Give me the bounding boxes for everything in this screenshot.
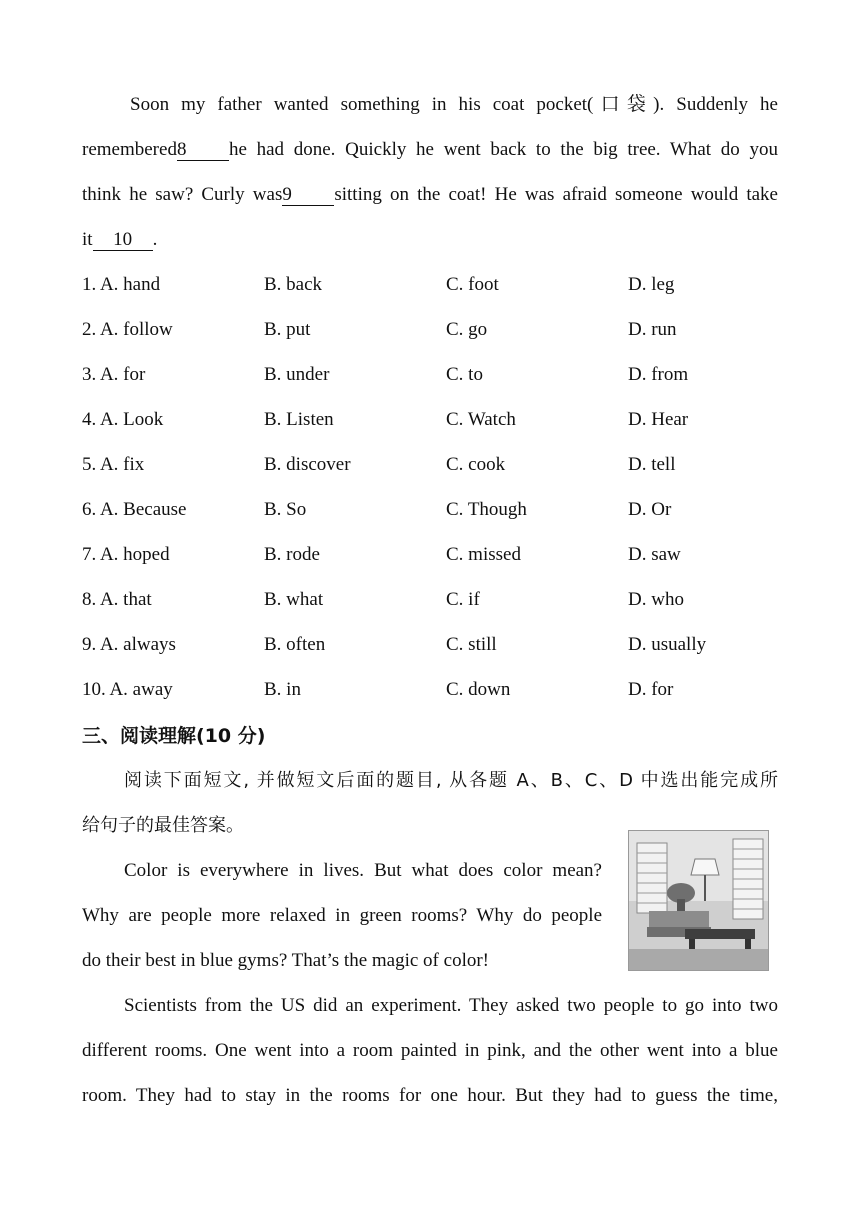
instruction-text: 给句子的最佳答案。 [82,815,244,836]
option-b[interactable]: B. Listen [264,409,334,430]
reading-text: Color is everywhere in lives. But what does color mean? [124,860,602,881]
passage-text: he had done. Quickly he went back to the big tree. What do you [228,139,778,160]
option-a[interactable]: 6. A. Because [82,499,187,520]
option-b[interactable]: B. what [264,589,324,610]
blank-number: 9 [282,184,292,205]
reading-text: room. They had to stay in the rooms for one hour. But they had to guess the time, [82,1085,778,1106]
passage-line-1 [130,93,778,117]
option-b[interactable]: B. under [264,364,330,385]
option-row-1 [82,273,782,297]
option-d[interactable]: D. leg [628,274,675,295]
blank-number: 8 [176,139,187,160]
option-d[interactable]: D. Or [628,499,672,520]
option-c[interactable]: C. to [446,364,483,385]
option-a[interactable]: 3. A. for [82,364,146,385]
option-b[interactable]: B. rode [264,544,320,565]
passage-text: Soon my father wanted something in his coat pocket(口袋). Suddenly he [130,94,778,115]
instruction-line-1 [124,769,778,793]
option-row-4 [82,408,782,432]
option-b[interactable]: B. So [264,499,307,520]
room-photo [628,830,769,971]
option-d[interactable]: D. from [628,364,689,385]
passage-text: think he saw? Curly was [82,184,283,205]
option-row-7 [82,543,782,567]
option-row-9 [82,633,782,657]
option-row-2 [82,318,782,342]
option-c[interactable]: C. still [446,634,497,655]
option-a[interactable]: 8. A. that [82,589,152,610]
blank-number: 10 [113,229,133,250]
reading-line-2 [82,904,602,928]
option-d[interactable]: D. for [628,679,674,700]
reading-text: Scientists from the US did an experiment. They asked two people to go into two [124,995,778,1016]
option-a[interactable]: 4. A. Look [82,409,164,430]
passage-text: sitting on the coat! He was afraid someone would take [334,184,778,205]
option-b[interactable]: B. put [264,319,311,340]
passage-line-3 [82,183,778,207]
option-d[interactable]: D. tell [628,454,676,475]
blank-8[interactable] [177,140,229,161]
reading-text: Why are people more relaxed in green rooms? Why do people [82,905,602,926]
option-c[interactable]: C. if [446,589,480,610]
passage-line-4 [82,228,778,252]
option-a[interactable]: 7. A. hoped [82,544,170,565]
option-c[interactable]: C. foot [446,274,499,295]
option-c[interactable]: C. down [446,679,511,700]
reading-line-4 [124,994,778,1018]
option-d[interactable]: D. Hear [628,409,689,430]
option-c[interactable]: C. Though [446,499,527,520]
option-b[interactable]: B. often [264,634,326,655]
option-row-10 [82,678,782,702]
reading-line-6 [82,1084,778,1108]
option-c[interactable]: C. cook [446,454,506,475]
option-b[interactable]: B. in [264,679,301,700]
option-b[interactable]: B. discover [264,454,351,475]
reading-line-1 [124,859,602,883]
option-d[interactable]: D. usually [628,634,707,655]
passage-text: remembered [82,139,177,160]
section-heading: 三、阅读理解(10 分) [82,725,266,747]
reading-line-5 [82,1039,778,1063]
option-a[interactable]: 9. A. always [82,634,176,655]
option-a[interactable]: 5. A. fix [82,454,145,475]
option-b[interactable]: B. back [264,274,323,295]
option-a[interactable]: 1. A. hand [82,274,161,295]
option-row-3 [82,363,782,387]
option-c[interactable]: C. missed [446,544,521,565]
option-a[interactable]: 10. A. away [82,679,173,700]
passage-text: . [152,229,158,250]
option-row-5 [82,453,782,477]
passage-line-2 [82,138,778,162]
reading-text: do their best in blue gyms? That’s the magic of color! [82,950,489,971]
option-row-6 [82,498,782,522]
passage-text: it [82,229,93,250]
reading-text: different rooms. One went into a room painted in pink, and the other went into a blue [82,1040,778,1061]
room-illustration [629,831,768,970]
instruction-text: 阅读下面短文, 并做短文后面的题目, 从各题 A、B、C、D 中选出能完成所 [124,770,778,791]
option-d[interactable]: D. run [628,319,677,340]
option-d[interactable]: D. saw [628,544,681,565]
option-c[interactable]: C. go [446,319,488,340]
blank-9[interactable] [282,185,334,206]
option-c[interactable]: C. Watch [446,409,516,430]
reading-line-3 [82,949,602,973]
blank-10[interactable] [93,230,153,251]
option-row-8 [82,588,782,612]
option-d[interactable]: D. who [628,589,684,610]
option-a[interactable]: 2. A. follow [82,319,173,340]
